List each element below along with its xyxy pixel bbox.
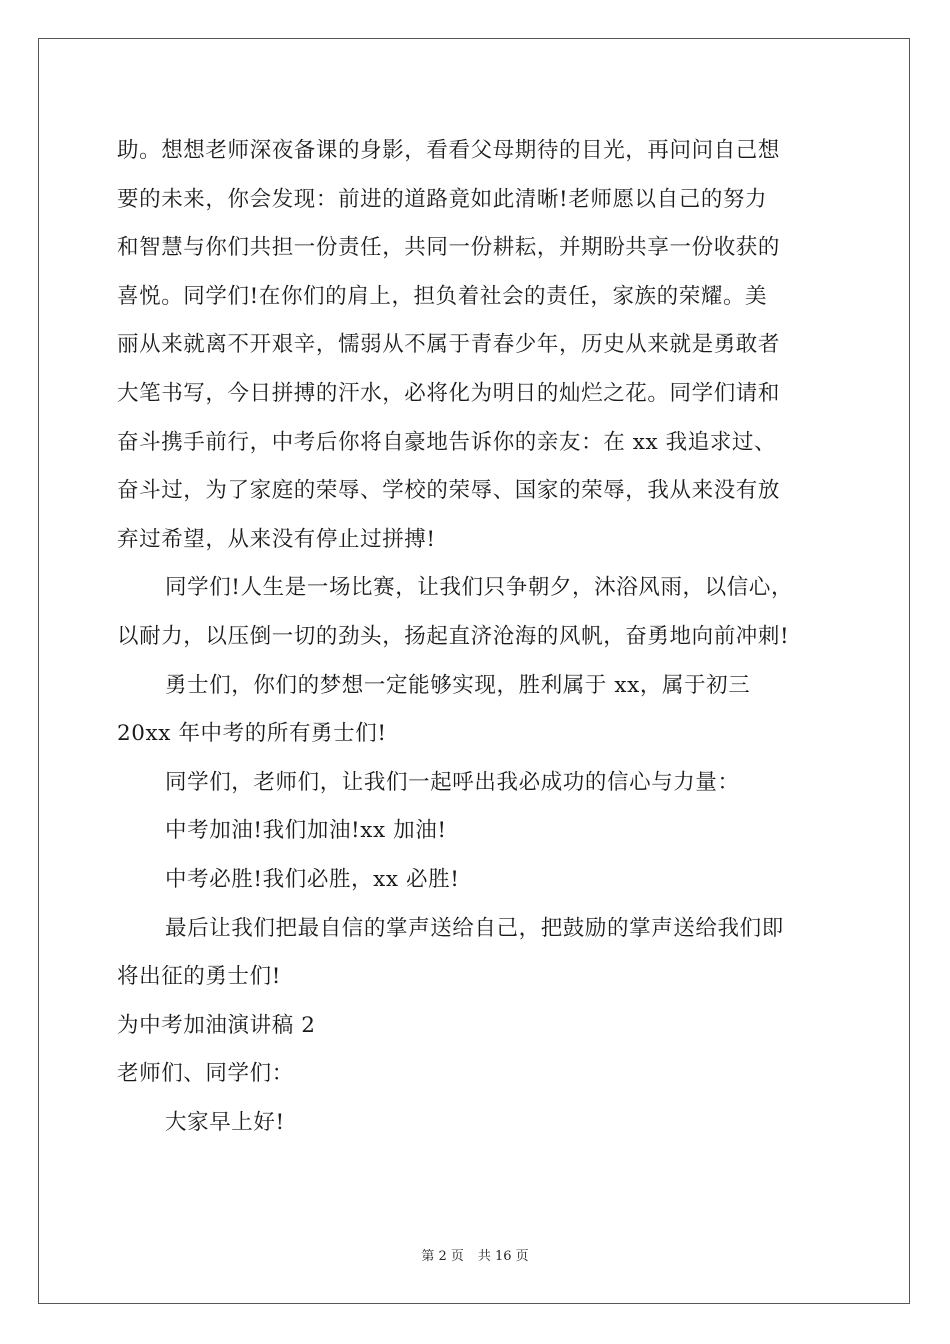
- text-line: 奋斗携手前行，中考后你将自豪地告诉你的亲友：在 xx 我追求过、: [117, 429, 777, 455]
- text-line: 奋斗过，为了家庭的荣辱、学校的荣辱、国家的荣辱，我从来没有放: [117, 478, 781, 504]
- total-pages: 共 16 页: [477, 1249, 529, 1264]
- greeting: 大家早上好!: [165, 1109, 285, 1135]
- text-line: 以耐力，以压倒一切的劲头，扬起直济沧海的风帆，奋勇地向前冲刺!: [117, 623, 790, 649]
- paragraph-line: 中考加油!我们加油!xx 加油!: [165, 818, 447, 844]
- text-line: 大笔书写，今日拼搏的汗水，必将化为明日的灿烂之花。同学们请和: [117, 380, 781, 406]
- text-line: 和智慧与你们共担一份责任，共同一份耕耘，并期盼共享一份收获的: [117, 235, 781, 261]
- paragraph-line: 最后让我们把最自信的掌声送给自己，把鼓励的掌声送给我们即: [165, 915, 784, 941]
- section-heading: 为中考加油演讲稿 2: [117, 1012, 316, 1038]
- text-line: 要的未来，你会发现：前进的道路竟如此清晰!老师愿以自己的努力: [117, 186, 768, 212]
- text-line: 喜悦。同学们!在你们的肩上，担负着社会的责任，家族的荣耀。美: [117, 283, 768, 309]
- salutation: 老师们、同学们：: [117, 1061, 294, 1087]
- text-line: 助。想想老师深夜备课的身影，看看父母期待的目光，再问问自己想: [117, 138, 781, 163]
- paragraph-line: 同学们，老师们，让我们一起呼出我必成功的信心与力量：: [165, 769, 740, 795]
- page-number: 第 2 页: [421, 1249, 464, 1264]
- paragraph-line: 勇士们，你们的梦想一定能够实现，胜利属于 xx，属于初三: [165, 672, 751, 698]
- text-line: 将出征的勇士们!: [117, 964, 281, 990]
- paragraph-line: 中考必胜!我们必胜，xx 必胜!: [165, 866, 460, 892]
- text-line: 20xx 年中考的所有勇士们!: [117, 721, 387, 747]
- document-body: [117, 127, 837, 1147]
- page-footer: [0, 1245, 950, 1264]
- text-line: 丽从来就离不开艰辛，懦弱从不属于青春少年，历史从来就是勇敢者: [117, 332, 781, 358]
- paragraph-line: 同学们!人生是一场比赛，让我们只争朝夕，沐浴风雨，以信心，: [165, 575, 794, 601]
- text-line: 弃过希望，从来没有停止过拼搏!: [117, 526, 436, 552]
